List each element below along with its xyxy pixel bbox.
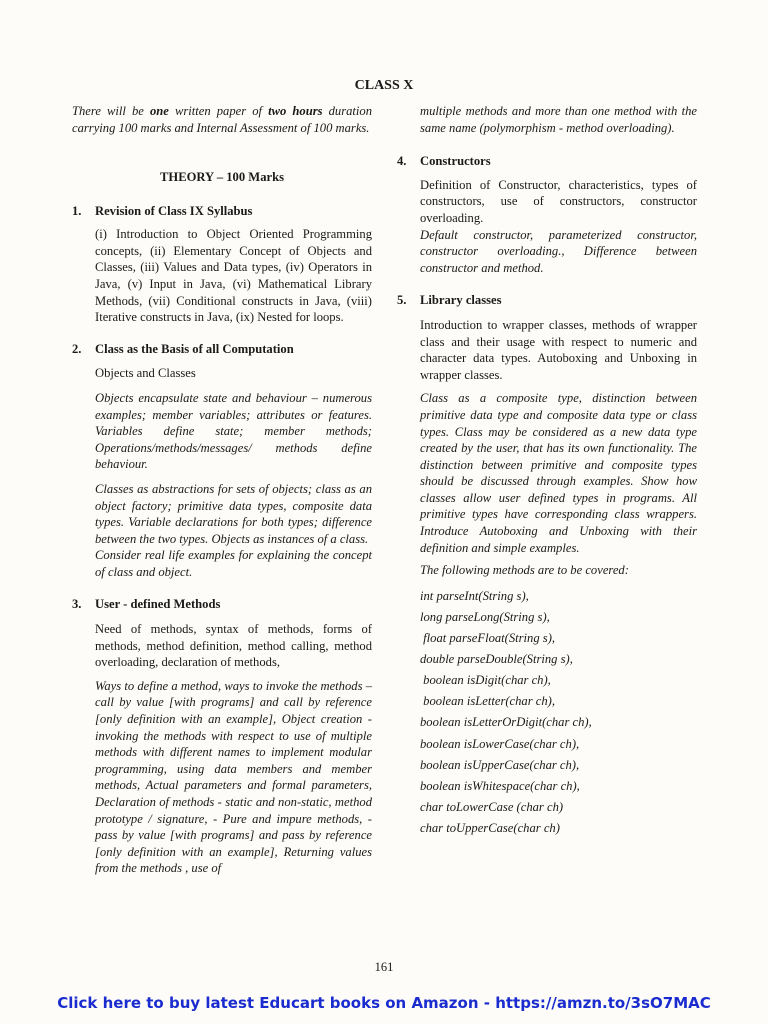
section-4-paragraph-1: Definition of Constructor, characteristics, types of constructors, use of constructors, constructor overloading.: [420, 177, 697, 225]
method-item: boolean isLetterOrDigit(char ch),: [420, 715, 592, 730]
method-item: boolean isLetter(char ch),: [420, 694, 556, 709]
section-5-heading: 5. Library classes: [397, 293, 502, 308]
section-2-paragraph-1: Objects encapsulate state and behaviour – numerous examples; member variables; attributes or features. Variables define state; member methods; Operations/methods/messages/ methods define behaviour.: [95, 390, 372, 472]
section-3-paragraph-2: Ways to define a method, ways to invoke the methods – call by value [with programs] and call by reference [only definition with an example], Object creation - invoking the methods with respect to use of multiple methods with different names to implement modular programming, using data members and member methods, Actual parameters and formal parameters, Declaration of methods - static and non-static, method prototype / signature, - Pure and impure methods, - pass by value [with programs] and pass by reference [only definition with an example], Returning values from the methods , use of: [95, 678, 372, 876]
section-2-paragraph-3: Consider real life examples for explaining the concept of class and object.: [95, 548, 372, 579]
method-item: boolean isLowerCase(char ch),: [420, 736, 580, 751]
method-item: boolean isUpperCase(char ch),: [420, 757, 580, 772]
methods-list: [420, 588, 697, 837]
page-title: CLASS X: [354, 78, 414, 93]
section-1-heading: 1. Revision of Class IX Syllabus: [72, 203, 253, 218]
method-item: int parseInt(String s),: [420, 588, 529, 603]
section-3-paragraph-2-continued: multiple methods and more than one method with the same name (polymorphism - method overloading).: [420, 104, 697, 135]
page-number: 161: [374, 960, 394, 974]
section-2-paragraph-2: Classes as abstractions for sets of objects; class as an object factory; primitive data types, composite data types. Variable declarations for both types; difference between the two types. Objects as instances of a class.: [95, 481, 372, 546]
method-item: float parseFloat(String s),: [420, 631, 556, 646]
method-item: long parseLong(String s),: [420, 609, 550, 624]
method-item: char toUpperCase(char ch): [420, 820, 560, 835]
section-2-subheading: Objects and Classes: [95, 366, 196, 381]
intro-paragraph: There will be one written paper of two hours duration carrying 100 marks and Internal Assessment of 100 marks.: [72, 104, 372, 135]
section-4-heading: 4. Constructors: [397, 154, 491, 169]
left-column: [72, 103, 372, 877]
section-4-paragraph-2: Default constructor, parameterized constructor, constructor overloading., Difference between constructor and method.: [420, 227, 697, 275]
section-3-paragraph-1: Need of methods, syntax of methods, forms of methods, method definition, method calling, method overloading, declaration of methods,: [95, 622, 372, 670]
buy-books-link[interactable]: Click here to buy latest Educart books on Amazon - https://amzn.to/3sO7MAC: [57, 994, 711, 1012]
method-item: boolean isDigit(char ch),: [420, 673, 551, 688]
method-item: double parseDouble(String s),: [420, 652, 573, 667]
method-item: boolean isWhitespace(char ch),: [420, 778, 580, 793]
section-2-heading: 2. Class as the Basis of all Computation: [72, 341, 294, 356]
theory-heading: THEORY – 100 Marks: [160, 170, 284, 184]
section-3-heading: 3. User - defined Methods: [72, 597, 221, 612]
section-5-paragraph-3: The following methods are to be covered:: [420, 563, 629, 578]
section-5-paragraph-1: Introduction to wrapper classes, methods of wrapper class and their usage with respect to numeric and character data types. Autoboxing and Unboxing in wrapper classes.: [420, 317, 697, 382]
right-column: [397, 103, 697, 841]
section-5-paragraph-2: Class as a composite type, distinction between primitive data type and composite data type or class types. Class may be considered as a new data type created by the user, that has its own functionality. The distinction between primitive and composite types should be discussed through examples. Show how classes allow user defined types in programs. All primitive types have corresponding class wrappers. Introduce Autoboxing and Unboxing with their definition and simple examples.: [420, 391, 697, 555]
method-item: char toLowerCase (char ch): [420, 799, 564, 814]
section-1-body: (i) Introduction to Object Oriented Programming concepts, (ii) Elementary Concept of Objects and Classes, (iii) Values and Data types, (iv) Operators in Java, (v) Input in Java, (vi) Mathematical Library Methods, (vii) Conditional constructs in Java, (viii) Iterative constructs in Java, (ix) Nested for loops.: [95, 227, 372, 325]
